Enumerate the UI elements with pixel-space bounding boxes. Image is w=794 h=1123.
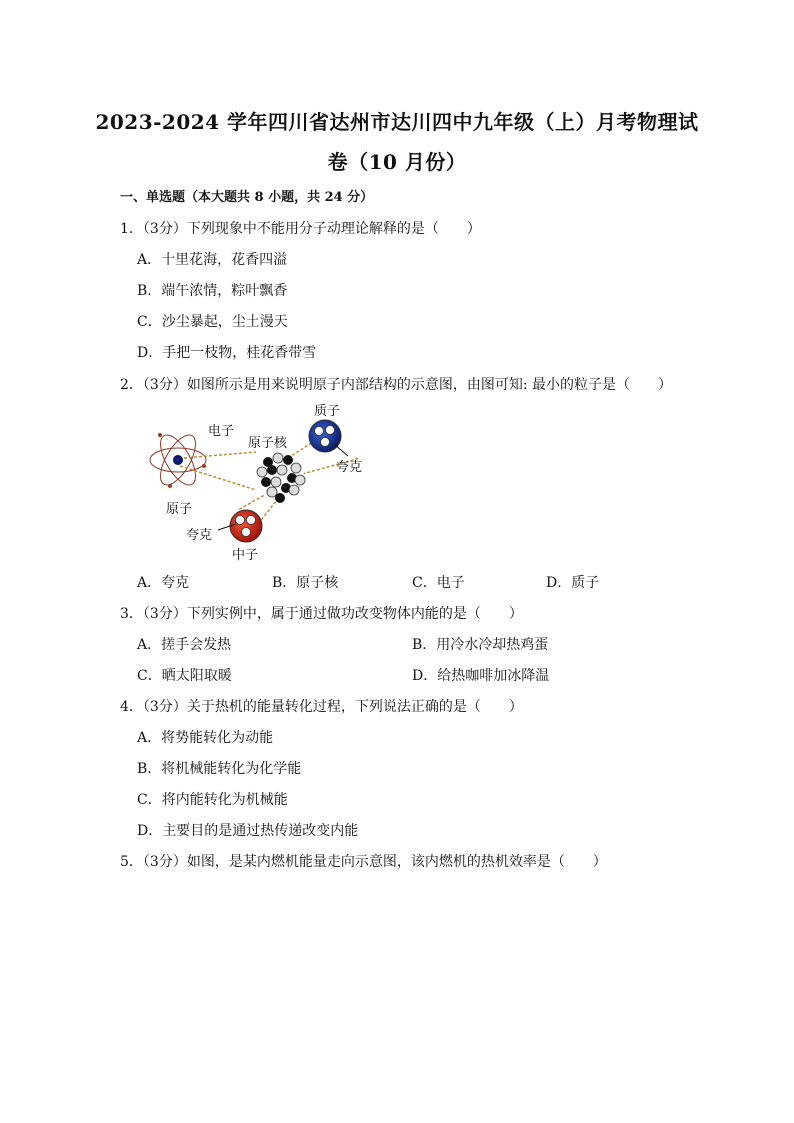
question-4-option-b: B．将机械能转化为化学能	[137, 761, 302, 777]
label-quark-bottom: 夸克	[186, 528, 213, 543]
question-4-option-d: D．主要目的是通过热传递改变内能	[137, 823, 359, 839]
question-1-option-a: A．十里花海，花香四溢	[137, 252, 288, 268]
atom-structure-diagram	[138, 398, 378, 566]
question-3-option-a: A．搓手会发热	[137, 637, 232, 653]
question-3-option-b: B．用冷水冷却热鸡蛋	[412, 637, 549, 653]
atom-orbits	[150, 430, 206, 490]
question-4-option-c: C．将内能转化为机械能	[137, 792, 288, 808]
electron-dot	[202, 464, 206, 468]
question-2-option-b: B．原子核	[272, 575, 339, 591]
question-5-stem: 5．（3分）如图，是某内燃机能量走向示意图，该内燃机的热机效率是（ ）	[120, 854, 607, 870]
electron-dot	[158, 433, 162, 437]
question-2-option-c: C．电子	[412, 575, 465, 591]
label-quark-top: 夸克	[336, 460, 363, 475]
proton-ball	[309, 420, 341, 452]
neutron-ball	[230, 510, 262, 542]
section-heading: 一、单选题（本大题共 8 小题，共 24 分）	[120, 190, 374, 205]
atom-structure-figure	[138, 398, 378, 566]
label-nucleus: 原子核	[248, 436, 288, 451]
question-1-option-c: C．沙尘暴起，尘土漫天	[137, 314, 288, 330]
question-1-option-d: D．手把一枝物，桂花香带雪	[137, 345, 317, 361]
question-3-stem: 3．（3分）下列实例中，属于通过做功改变物体内能的是（ ）	[120, 606, 523, 622]
question-1-option-b: B．端午浓情，粽叶飘香	[137, 283, 288, 299]
label-atom: 原子	[166, 502, 193, 517]
label-proton: 质子	[314, 404, 341, 419]
exam-title-line2: 卷（10 月份）	[327, 150, 467, 174]
question-4-option-a: A．将势能转化为动能	[137, 730, 274, 746]
proton-quark-pointer	[334, 444, 348, 456]
question-3-option-c: C．晒太阳取暖	[137, 668, 232, 684]
question-4-stem: 4．（3分）关于热机的能量转化过程，下列说法正确的是（ ）	[120, 699, 523, 715]
question-2-option-a: A．夸克	[137, 575, 190, 591]
question-1-stem: 1．（3分）下列现象中不能用分子动理论解释的是（ ）	[120, 221, 481, 237]
atom-nucleus-dot	[173, 455, 183, 465]
question-3-option-d: D．给热咖啡加冰降温	[412, 668, 550, 684]
label-neutron: 中子	[232, 548, 259, 563]
question-2-stem: 2．（3分）如图所示是用来说明原子内部结构的示意图，由图可知: 最小的粒子是（ ）	[120, 377, 672, 393]
question-2-option-d: D．质子	[546, 575, 600, 591]
label-electron: 电子	[208, 424, 235, 439]
exam-title-line1: 2023-2024 学年四川省达州市达川四中九年级（上）月考物理试	[95, 110, 699, 134]
electron-dot	[168, 484, 172, 488]
